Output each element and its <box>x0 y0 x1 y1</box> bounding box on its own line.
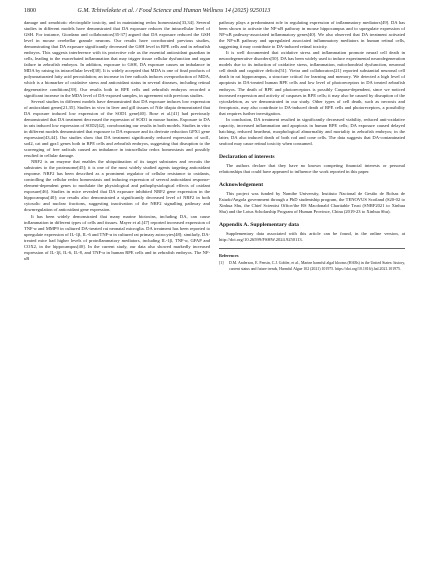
reference-text: D.M. Anderson, E. Fensin, C.J. Gobler, et al., Marine harmful algal blooms (HABs) in the United States: history, current status and future trends, Harmful Algae 102 (2021) 101975. https://doi.org/10.1016/j.hal.2021.101975. <box>229 261 405 271</box>
paragraph: NRF2 is an enzyme that enables the ubiquitination of its target substrates and recruits the substrates to the proteasome[45]; it is one of the most widely studied agents targeting antioxidant response. NRF2 has been described as a prominent regulator of cellular resistance to oxidants, controlling the cellular redox homeostasis and inducing expression of several antioxidant response-element-dependent genes to modulate the physiological and pathophysiological effects of oxidant exposure[46]. Studies in mice revealed that DA exposure inhibited NRF2 gene expression in the hippocampus[40]; our results also demonstrated a significantly decreased level of NRF2 in both cytosolic and nuclear fractions, suggesting inactivation of the NRF2 signalling pathway and downregulation of antioxidant gene expression. <box>24 159 210 213</box>
divider <box>219 248 405 249</box>
acknowledgement-heading: Acknowledgement <box>219 182 264 189</box>
right-column <box>219 20 405 272</box>
acknowledgement-text: This project was funded by Namibe University, Instituto Nacional de Gestão de Bolsas de Estudo/Angola government through a PhD studentship program, the TENOVUS Scotland (S20-02 to Xinhua Shu, the Chief Scientist Office/the RS Macdonald Charitable Trust (SNRF2021 to Xinhua Shu) and the Lotus Scholarship Program of Human Province, China (2019-23 to Xinhua Shu). <box>219 191 405 215</box>
left-column <box>24 20 210 262</box>
paragraph: Several studies in different models have demonstrated that DA exposure induces low expression of antioxidant genes[21,35]. Studies in vivo in liver and gill tissues of Nile tilapia demonstrated that DA exposure induced low expression of the SOD1 gene[40]. Bose et al.[41] had previously demonstrated that DA treatment decreased the expression of SOD1 in mouse brains. Exposure to DA in rats induced low expression of SOD2[42], corroborating our results in both models. Studies in vitro in different models demonstrated that exposure to DA exposure and its derivate reduction GPX1 gene expression[43,44]. Our studies show that DA treatment significantly reduced expression of sod1, sod2, cat and gpx1 genes both in RPE cells and zebrafish embryos, suggesting that disruption to the scavenging of free radicals caused an imbalance in intracellular redox homeostasis and possibly resulted in cellular damage. <box>24 98 210 159</box>
paragraph: damage and xenobiotic electrophile toxicity, and in maintaining redox homeostasis[33,34]. Several studies in different models have demonstrated that DA exposure reduces the intracellular level of GSH. For instance, Giordano and collaborators[35-37] argued that DA exposure reduced the GSH level in mouse cerebellar granule neurons. Our results have corroborated previous studies, demonstrating that DA exposure significantly decreased the GSH level in RPE cells and in zebrafish embryos. This suggests interference with its protective role as the essential antioxidant guardian in cells, leading to the exacerbated inflammation that may trigger tissue cellular dysfunction and organ failure in zebrafish embryos. In addition, exposure to GSH, DA exposure causes an imbalance in MDA by raising its intracellular level[38]. It is widely accepted that MDA is one of final products of polyunsaturated fatty acid peroxidation; an increase in free radicals induces overproduction of MDA, which is a biomarker of oxidative stress and antioxidant status in several diseases, including retinal degenerative conditions[39]. Our results both in RPE cells and zebrafish embryos recorded a significant increase in the MDA level of DA-exposed samples, in agreement with previous studies. <box>24 20 210 98</box>
reference-number: [1] <box>219 261 224 266</box>
references-heading: References <box>219 253 239 259</box>
reference-item <box>219 261 405 271</box>
declaration-heading: Declaration of interests <box>219 153 275 160</box>
declaration-text: The authors declare that they have no known competing financial interests or personal relationships that could have appeared to influence the work reported in this paper. <box>219 162 405 175</box>
journal-reference: G.M. Tchivelekete et al. / Food Science and Human Wellness 14 (2025) 9250113 <box>77 8 271 14</box>
paragraph: It has been widely demonstrated that many marine biotoxins, including DA, can cause inflammation in different types of cells and tissues. Mayer et al.[47] reported increased expression of TNF-α and MMP9 in cultured DA-treated rat neonatal microglia. DA treatment has been reported to upregulate expression of IL-1β, IL-6 and TNF-α in cultured rat primary astrocytes[48]; similarly, DA-treated mice had higher levels of proinflammatory mediators, including IL-1β, TNF-α, GFAP and COX2, in the hippocampus[40]. In the current study, our data also showed markedly increased expression of IL-1β, IL-6, IL-8, and TNF-α in human RPE cells and in zebrafish embryos. The NF-κB <box>24 213 210 261</box>
appendix-text: Supplementary data associated with this article can be found, in the online version, at http://doi.org/10.26599/FSHW.2024.9250113. <box>219 231 405 243</box>
page-number: 1800 <box>24 8 36 14</box>
paragraph: It is well documented that oxidative stress and inflammation promote neural cell death in neurodegenerative disorders[50]. DA has been widely used to induce experimental neurodegeneration models due to its induction of oxidative stress, inflammation, mitochondrial dysfunction, neuronal cell death and cognitive deficits[51]. Vieira and collaborators[21] reported substantial neuronal cell death in rat hippocampus, a structure critical for learning and memory. We detected a high level of apoptosis in DA-treated human RPE cells and low level of photoreceptors in DA treated zebrafish embryos. The death of RPE and photoreceptors is possibly Caspase-dependent, since we noticed increased expression and activity of caspases in RPE cells; it may also be caused by disruption of the cytoskeleton, as we demonstrated in our study. Other types of cell death, such as necrosis and ferroptosis, may also contribute to DA-induced death of RPE cells and photoreceptors, a possibility that requires further investigation. <box>219 50 405 116</box>
paragraph: In conclusion, DA treatment resulted in significantly decreased viability, reduced anti-oxidative capacity, increased inflammation and apoptosis in human RPE cells; DA exposure caused delayed hatching, reduced heartbeat, morphological abnormality and mortality in zebrafish embryos; in the latter, DA also induced death of both rod and cone cells. The data suggests that DA-contaminated seafood may cause retinal toxicity when consumed. <box>219 116 405 146</box>
running-header <box>24 6 404 16</box>
paragraph: pathway plays a predominant role in regulating expression of inflammatory mediators[49]. DA has been shown to activate the NF-κB pathway in mouse hippocampus and to upregulate expression of NF-κB pathway-associated inflammatory genes[40]. We also observed that DA treatment activated the NF-κB pathway and upregulated associated inflammatory mediators in human retinal cells, suggesting it may contribute to DA-induced retinal toxicity. <box>219 20 405 50</box>
appendix-heading: Appendix A. Supplementary data <box>219 222 299 229</box>
